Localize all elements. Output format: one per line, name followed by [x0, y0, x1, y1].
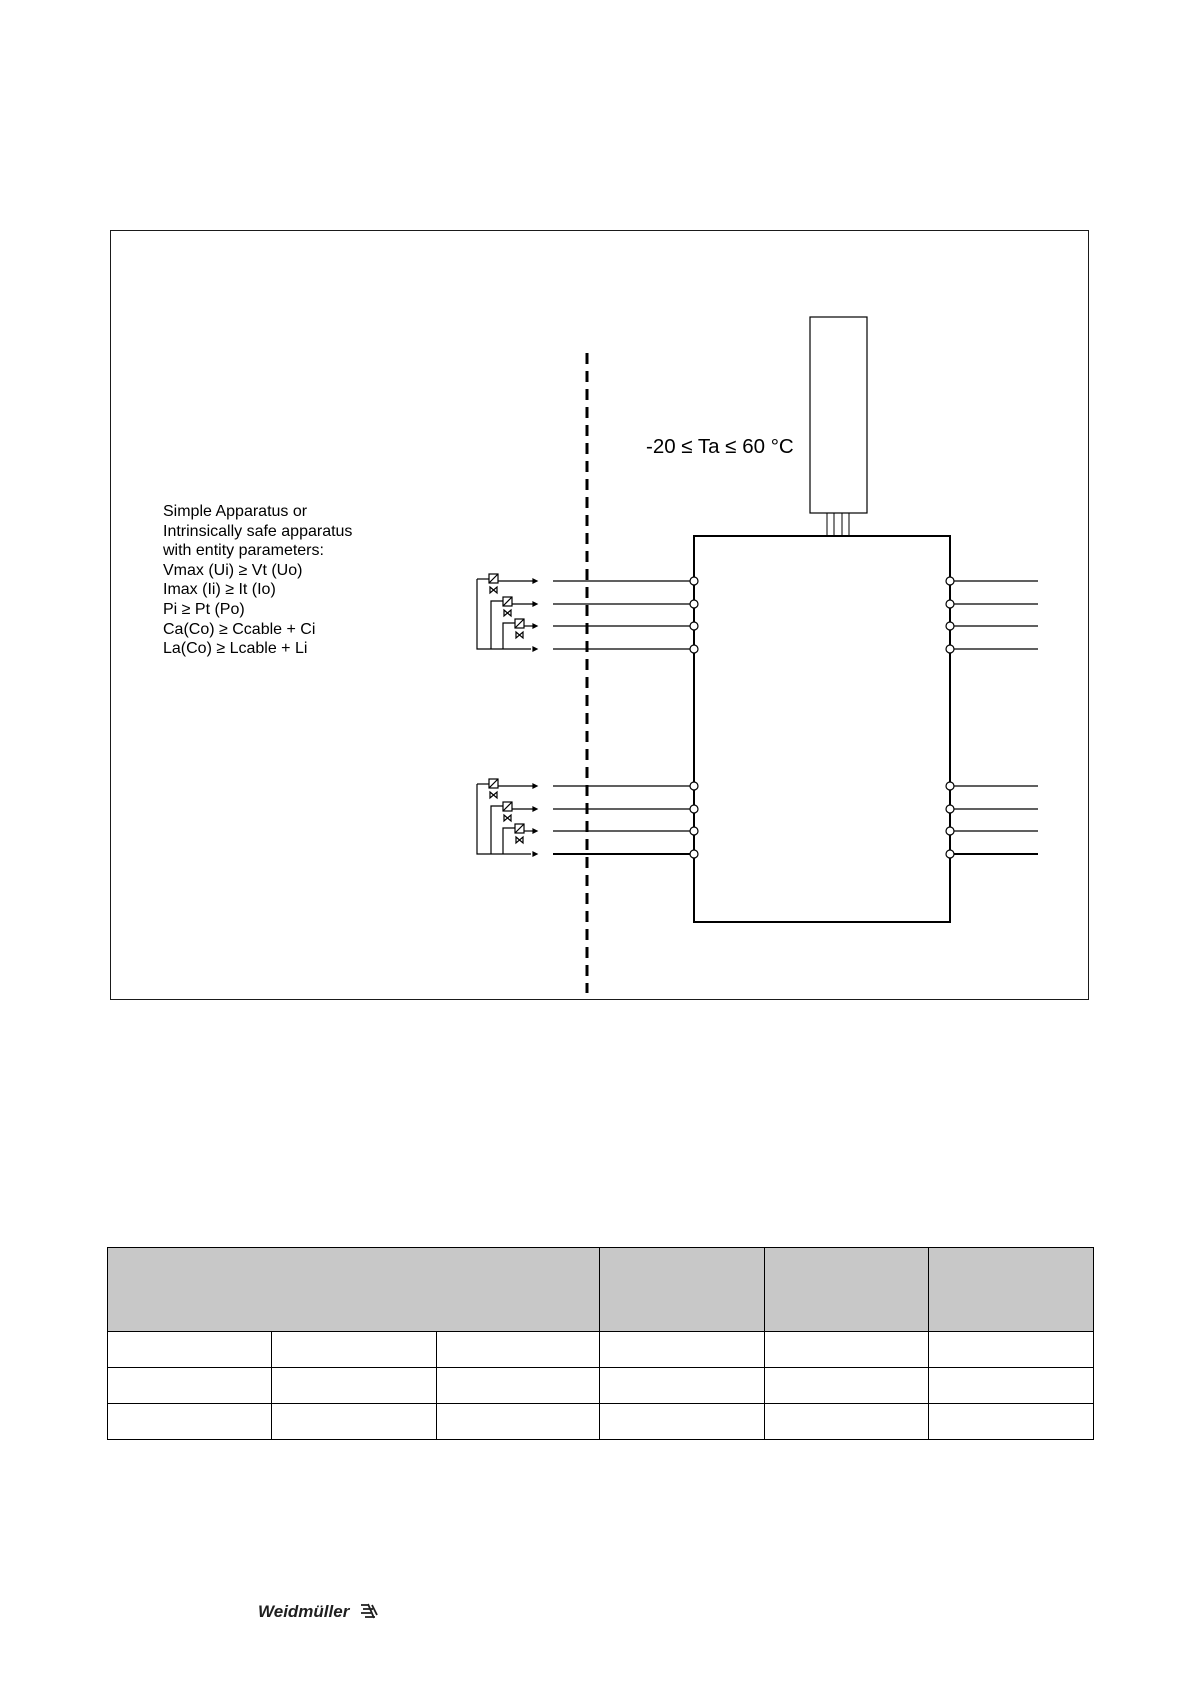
table-row	[108, 1404, 1094, 1440]
table-cell	[929, 1368, 1094, 1404]
table-cell	[108, 1404, 272, 1440]
ambient-temperature-label: -20 ≤ Ta ≤ 60 °C	[646, 435, 794, 458]
entity-line: with entity parameters:	[163, 542, 324, 560]
table-cell	[765, 1332, 929, 1368]
table-cell	[600, 1332, 765, 1368]
table-cell	[600, 1368, 765, 1404]
table-cell	[271, 1332, 436, 1368]
table-cell	[108, 1368, 272, 1404]
entity-line: Ca(Co) ≥ Ccable + Ci	[163, 620, 316, 638]
table-header-cell	[929, 1248, 1094, 1332]
table-header-row	[108, 1248, 1094, 1332]
weidmuller-logo-icon	[359, 1602, 379, 1620]
isolator-module-box	[694, 536, 950, 922]
table-cell	[765, 1404, 929, 1440]
entity-line: Vmax (Ui) ≥ Vt (Uo)	[163, 561, 303, 579]
table-cell	[600, 1404, 765, 1440]
entity-line: Pi ≥ Pt (Po)	[163, 600, 245, 618]
table-cell	[436, 1332, 600, 1368]
parameter-table	[107, 1247, 1094, 1440]
table-row	[108, 1332, 1094, 1368]
table-cell	[108, 1332, 272, 1368]
table-cell	[271, 1368, 436, 1404]
entity-parameters-text	[163, 502, 352, 659]
entity-line: Intrinsically safe apparatus	[163, 522, 353, 540]
entity-line: Imax (Ii) ≥ It (Io)	[163, 581, 276, 599]
entity-line: La(Co) ≥ Lcable + Li	[163, 640, 308, 658]
table-cell	[271, 1404, 436, 1440]
output-wires-right	[954, 581, 1038, 854]
table-header-cell	[600, 1248, 765, 1332]
field-wires-left	[553, 581, 690, 854]
table-cell	[929, 1332, 1094, 1368]
table-header-cell	[765, 1248, 929, 1332]
table-cell	[929, 1404, 1094, 1440]
table-cell	[436, 1404, 600, 1440]
brand-name: Weidmüller	[258, 1602, 350, 1621]
table-cell	[436, 1368, 600, 1404]
table-row	[108, 1368, 1094, 1404]
table-header-cell	[108, 1248, 600, 1332]
table-cell	[765, 1368, 929, 1404]
brand-logo	[258, 1602, 379, 1622]
field-device-group-2-icon	[477, 779, 537, 856]
field-device-group-1-icon	[477, 574, 537, 651]
entity-line: Simple Apparatus or	[163, 503, 308, 520]
remote-unit-box	[810, 317, 867, 513]
